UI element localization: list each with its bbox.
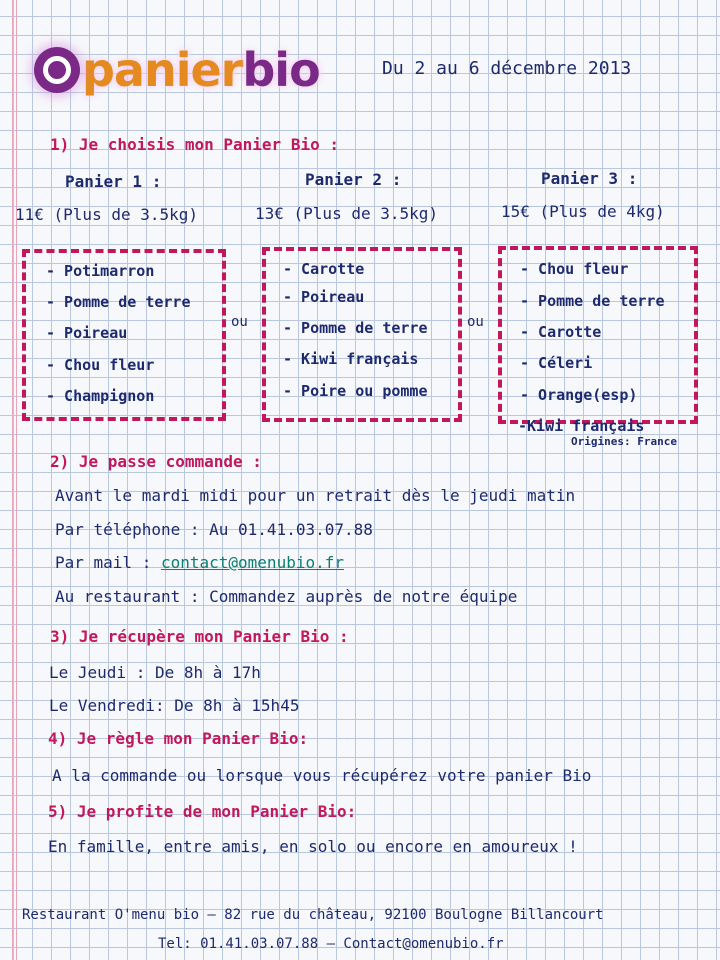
step5-heading: 5) Je profite de mon Panier Bio:	[48, 802, 357, 821]
order-deadline: Avant le mardi midi pour un retrait dès le jeudi matin	[55, 486, 576, 505]
basket1-price: 11€ (Plus de 3.5kg)	[15, 205, 199, 224]
basket3-title: Panier 3 :	[541, 169, 638, 188]
order-restaurant: Au restaurant : Commandez auprès de notre équipe	[55, 587, 518, 606]
enjoy-text: En famille, entre amis, en solo ou encore en amoureux !	[48, 837, 578, 856]
payment-info: A la commande ou lorsque vous récupérez votre panier Bio	[52, 766, 592, 785]
date-range: Du 2 au 6 décembre 2013	[382, 58, 632, 79]
footer-contact: Tel: 01.41.03.07.88 — Contact@omenubio.fr	[158, 936, 504, 952]
basket2-price: 13€ (Plus de 3.5kg)	[255, 204, 439, 223]
list-item: - Pomme de terre	[46, 293, 191, 311]
list-item: - Potimarron	[46, 262, 155, 280]
list-item: - Poireau	[46, 324, 128, 342]
basket2-title: Panier 2 :	[305, 170, 402, 189]
logo-text-panier: panier	[82, 43, 243, 97]
list-item: - Pomme de terre	[283, 319, 428, 337]
page-margin-line	[16, 0, 17, 960]
email-link[interactable]: contact@omenubio.fr	[160, 553, 344, 572]
pickup-thursday: Le Jeudi : De 8h à 17h	[49, 663, 261, 682]
list-item: - Carotte	[283, 260, 365, 278]
page-margin-line	[12, 0, 13, 960]
or-separator: ou	[467, 314, 484, 330]
order-mail-label: Par mail :	[55, 553, 161, 572]
brand-logo	[34, 40, 320, 100]
step2-heading: 2) Je passe commande :	[50, 452, 262, 471]
order-phone: Par téléphone : Au 01.41.03.07.88	[55, 520, 373, 539]
basket3-price: 15€ (Plus de 4kg)	[501, 202, 665, 221]
list-item: - Céleri	[520, 354, 593, 372]
list-item: - Chou fleur	[520, 260, 629, 278]
step1-heading: 1) Je choisis mon Panier Bio :	[50, 135, 339, 154]
logo-text-bio: bio	[242, 43, 320, 97]
step3-heading: 3) Je récupère mon Panier Bio :	[50, 627, 349, 646]
logo-o-icon	[34, 47, 80, 93]
pickup-friday: Le Vendredi: De 8h à 15h45	[49, 696, 300, 715]
list-item: - Carotte	[520, 323, 602, 341]
list-item: - Poire ou pomme	[283, 382, 428, 400]
or-separator: ou	[231, 314, 248, 330]
list-item: - Pomme de terre	[520, 292, 665, 310]
list-item: - Kiwi français	[283, 350, 419, 368]
step4-heading: 4) Je règle mon Panier Bio:	[48, 729, 309, 748]
footer-address: Restaurant O'menu bio — 82 rue du château, 92100 Boulogne Billancourt	[22, 907, 604, 923]
basket1-title: Panier 1 :	[65, 172, 162, 191]
origin-note: Origines: France	[571, 435, 677, 448]
list-item: - Orange(esp)	[520, 386, 638, 404]
list-item: - Poireau	[283, 288, 365, 306]
list-item: - Champignon	[46, 387, 155, 405]
order-mail	[55, 553, 344, 572]
list-item: -Kiwi français	[518, 417, 645, 435]
list-item: - Chou fleur	[46, 356, 155, 374]
